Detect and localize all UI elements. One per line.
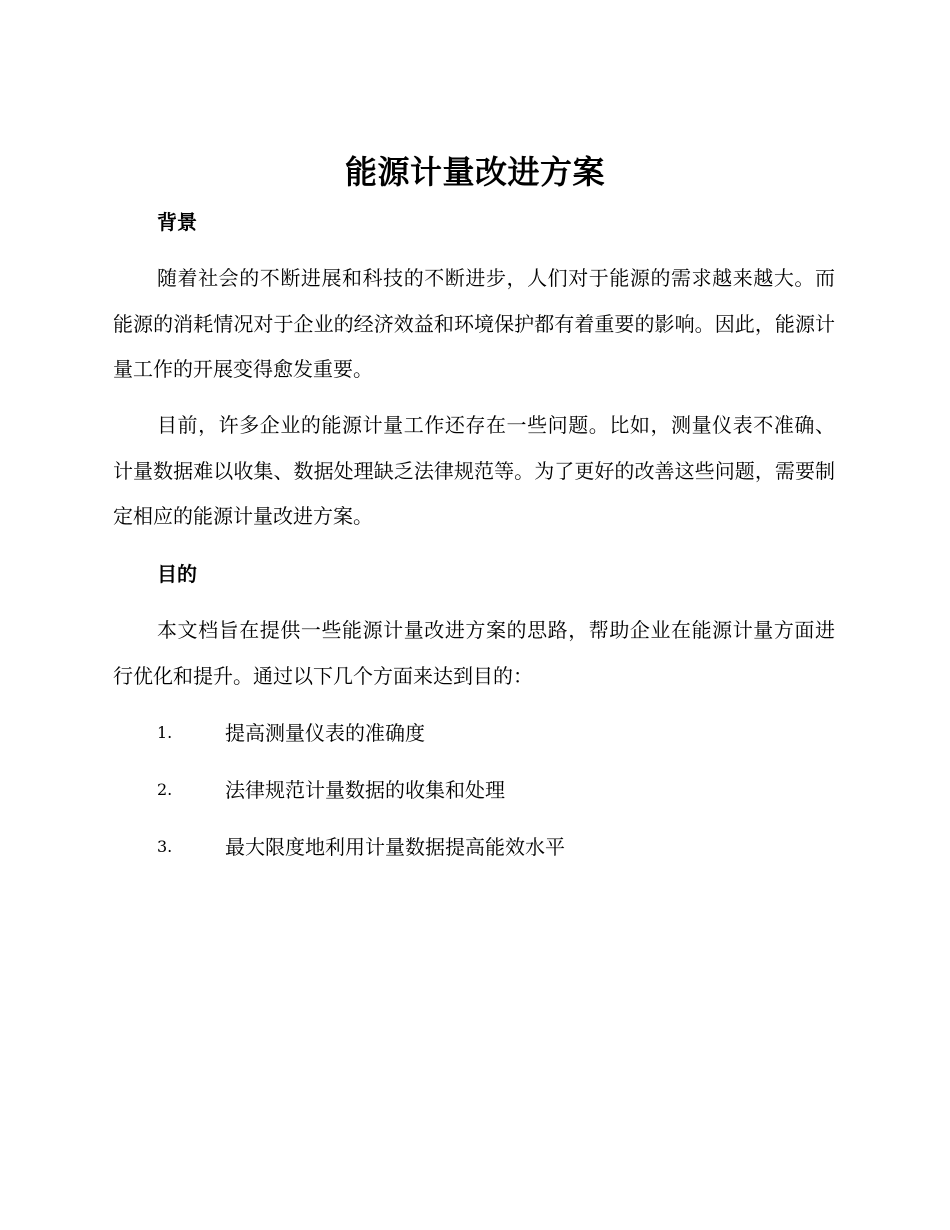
document-title: 能源计量改进方案	[344, 153, 605, 191]
background-paragraph-1: 随着社会的不断进展和科技的不断进步，人们对于能源的需求越来越大。而能源的消耗情况对于企业的经济效益和环境保护都有着重要的影响。因此，能源计量工作的开展变得愈发重要。	[113, 266, 835, 381]
list-number: 1.	[157, 723, 173, 742]
list-text: 法律规范计量数据的收集和处理	[225, 778, 505, 802]
section-heading-background: 背景	[157, 210, 197, 234]
list-text: 最大限度地利用计量数据提高能效水平	[225, 835, 565, 859]
list-text: 提高测量仪表的准确度	[225, 721, 425, 745]
background-paragraph-2: 目前，许多企业的能源计量工作还存在一些问题。比如，测量仪表不准确、计量数据难以收集、数据处理缺乏法律规范等。为了更好的改善这些问题，需要制定相应的能源计量改进方案。	[113, 413, 835, 528]
list-item	[157, 718, 837, 748]
list-item	[157, 775, 837, 805]
list-number: 3.	[157, 837, 173, 856]
list-item	[157, 832, 837, 862]
purpose-paragraph: 本文档旨在提供一些能源计量改进方案的思路，帮助企业在能源计量方面进行优化和提升。通过以下几个方面来达到目的：	[113, 618, 835, 688]
list-number: 2.	[157, 780, 173, 799]
section-heading-purpose: 目的	[157, 562, 197, 586]
